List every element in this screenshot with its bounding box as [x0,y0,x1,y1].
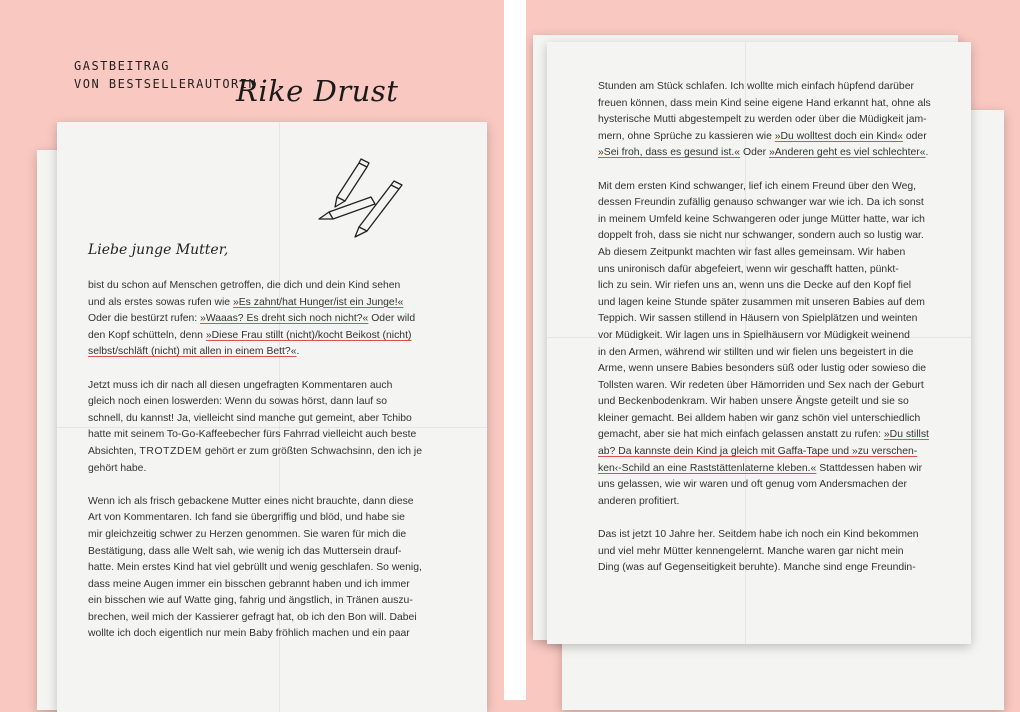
text-segment: Bestätigung, dass alle Welt sah, wie wenig ich das Muttersein drauf- [88,545,402,557]
text-line [88,461,478,478]
author-signature: Rike Drust [236,74,399,108]
text-line [88,593,478,610]
text-line [598,145,970,162]
text-line [598,427,970,444]
text-segment: brechen, weil mich der Kassierer gefragt hat, ob ich den Bon will. Dabei [88,611,417,623]
text-line [598,494,970,511]
quoted-remark: selbst/schläft (nicht) mit allen in einem Bett?« [88,346,297,358]
text-segment: und viel mehr Mütter kennengelernt. Manche waren gar nicht mein [598,545,904,557]
text-segment: ein bisschen wie auf Watte ging, fahrig und ängstlich, in Tränen auszu- [88,595,413,607]
text-segment: Wenn ich als frisch gebackene Mutter eines nicht brauchte, dann diese [88,495,414,507]
text-line [88,610,478,627]
text-segment: freuen können, dass mein Kind seine eigene Hand erkannt hat, ohne als [598,97,931,109]
text-line [598,378,970,395]
text-segment: bist du schon auf Menschen getroffen, die dich und dein Kind sehen [88,280,401,291]
quoted-remark: »Du stillst [883,429,929,441]
text-line [88,328,478,345]
quoted-remark: ab? Da kannste dein Kind ja gleich mit Gaffa-Tape und »zu verschen- [598,446,918,458]
text-segment: Oder [740,147,769,159]
text-line [598,228,970,245]
quoted-remark: »Waaas? Es dreht sich noch nicht?« [200,313,369,325]
text-line [598,112,970,129]
text-segment: gemacht, aber sie hat mich einfach gelassen anstatt zu rufen: [598,429,884,441]
text-line [598,278,970,295]
quoted-remark: »Sei froh, dass es gesund ist.« [598,147,741,159]
text-segment: den Kopf schütteln, denn [88,329,206,341]
text-segment: und als erstes sowas rufen wie [88,296,233,308]
quoted-remark: »Anderen geht es viel schlechter« [768,147,926,159]
text-segment: . [296,346,300,358]
text-segment: gehört habe. [88,462,147,474]
text-line [598,79,970,96]
letter-salutation: Liebe junge Mutter, [88,242,229,258]
text-segment: . [925,147,929,159]
text-line [598,96,970,113]
text-line [598,311,970,328]
text-line [598,328,970,345]
text-line [598,361,970,378]
text-line [88,494,478,511]
text-line [598,544,970,561]
text-segment: dessen Freundin zufällig genauso schwanger war wie ich. Da ich sonst [598,197,924,209]
text-line [598,560,970,577]
text-line [598,179,970,196]
text-line [598,444,970,461]
text-segment: Ab diesem Zeitpunkt machten wir fast alles gemeinsam. Wir haben [598,246,906,258]
text-segment: hatte mit seinem To-Go-Kaffeebecher fürs Fahrrad vielleicht auch beste [88,429,417,441]
text-segment: schnell, du kannst! Ja, vielleicht sind manche gut gemeint, aber Tchibo [88,412,412,424]
text-segment: Oder die bestürzt rufen: [88,313,201,325]
text-line [598,411,970,428]
text-segment: Arme, wenn unsere Babies besonders süß oder lustig oder sowieso die [598,363,927,375]
text-line [88,311,478,328]
text-segment: uns unironisch dafür abgefeiert, wenn wir geschafft hatten, pünkt- [598,263,899,275]
text-line [88,510,478,527]
text-segment: Tollsten waren. Wir redeten über Hämorriden und Sex nach der Geburt [598,379,924,391]
text-segment: gehört er zum größten Schwachsinn, den ich je [201,445,422,457]
text-segment: uns gelassen, wie wir waren und oft genug vom Andersmachen der [598,479,908,491]
text-segment: vor Müdigkeit. Wir lagen uns in Spielhäusern vor Müdigkeit weinend [598,329,910,341]
text-line [88,527,478,544]
text-segment: TROTZDEM [139,445,202,457]
text-segment: Jetzt muss ich dir nach all diesen ungefragten Kommentaren auch [88,379,393,391]
text-line [88,295,478,312]
text-line [88,278,478,295]
text-segment: Teppich. Wir sassen stillend in Häusern von Spielplätzen und weinten [598,313,918,325]
text-segment: gleich noch einen loswerden: Wenn du sowas hörst, dann lauf so [88,396,388,408]
text-segment: hatte. Mein erstes Kind hat viel gebrüllt und wenig geschlafen. So wenig, [88,562,422,574]
text-line [598,345,970,362]
text-line [598,129,970,146]
quoted-remark: »Du wolltest doch ein Kind« [774,130,903,142]
text-line [598,262,970,279]
text-segment: und Beckenbodenkram. Wir haben unsere Ängste geteilt und sie so [598,396,909,408]
text-line [88,394,478,411]
text-line [598,461,970,478]
text-line [88,544,478,561]
text-segment: und lagen keine Stunde später zusammen mit unseren Babies auf dem [598,296,925,308]
quoted-remark: »Diese Frau stillt (nicht)/kocht Beikost (nicht) [205,329,412,341]
text-line [88,411,478,428]
page-gutter [504,0,526,700]
text-segment: hysterische Mutti abgestempelt zu werden oder über die Müdigkeit jam- [598,114,927,126]
header-gastbeitrag: GASTBEITRAG [74,59,170,73]
text-segment: doppelt froh, dass sie nicht nur schwanger, sondern auch so lustig war. [598,230,924,242]
text-segment: Stunden am Stück schlafen. Ich wollte mich einfach hüpfend darüber [598,81,914,92]
text-line [598,245,970,262]
text-segment: oder [902,130,927,142]
text-segment: wollte ich doch eigentlich nur mein Baby fröhlich machen und ein paar [88,628,410,640]
left-letter-paragraph [88,494,478,643]
quoted-remark: »Es zahnt/hat Hunger/ist ein Junge!« [232,296,404,308]
text-segment: mern, ohne Sprüche zu kassieren wie [598,130,775,142]
text-segment: Mit dem ersten Kind schwanger, lief ich einem Freund über den Weg, [598,180,917,192]
text-line [598,527,970,544]
left-letter-body [88,278,478,660]
text-line [598,212,970,229]
text-segment: Stattdessen haben wir [816,462,923,474]
text-line [598,295,970,312]
text-segment: dass meine Augen immer ein bisschen gebrannt haben und ich immer [88,578,410,590]
text-line [598,394,970,411]
text-segment: lich zu sein. Wir riefen uns an, wenn uns die Decke auf den Kopf fiel [598,280,912,292]
text-line [88,378,478,395]
text-line [88,444,478,461]
text-line [88,344,478,361]
header-author-label: VON BESTSELLERAUTORIN [74,77,258,91]
text-segment: in den Armen, während wir stillten und wir fielen uns begeistert in die [598,346,914,358]
text-segment: Ding (was auf Gegenseitigkeit beruhte). Manche sind enge Freundin- [598,562,916,574]
text-segment: Absichten, [88,445,140,457]
pencils-icon [315,155,405,240]
text-line [88,577,478,594]
right-letter-paragraph [598,527,970,577]
text-line [88,427,478,444]
quoted-remark: ken‹-Schild an eine Raststättenlaterne kleben.« [598,462,817,474]
right-letter-body [598,79,970,593]
left-letter-paragraph [88,378,478,478]
text-line [88,560,478,577]
right-letter-paragraph [598,79,970,162]
text-segment: kleiner gemacht. Bei alldem haben wir ganz schön viel unterschiedlich [598,412,921,424]
right-letter-paragraph [598,179,970,511]
text-segment: Oder wild [368,313,416,325]
text-line [88,626,478,643]
left-letter-paragraph [88,278,478,361]
text-segment: Das ist jetzt 10 Jahre her. Seitdem habe ich noch ein Kind bekommen [598,529,919,541]
text-line [598,195,970,212]
text-segment: Art von Kommentaren. Ich fand sie übergriffig und blöd, und habe sie [88,512,405,524]
text-segment: in meinem Umfeld keine Schwangeren oder junge Mütter hatte, war ich [598,213,925,225]
text-segment: anderen profitiert. [598,495,680,507]
text-segment: mir gleichzeitig schwer zu Herzen genommen. Sie waren für mich die [88,528,407,540]
text-line [598,477,970,494]
